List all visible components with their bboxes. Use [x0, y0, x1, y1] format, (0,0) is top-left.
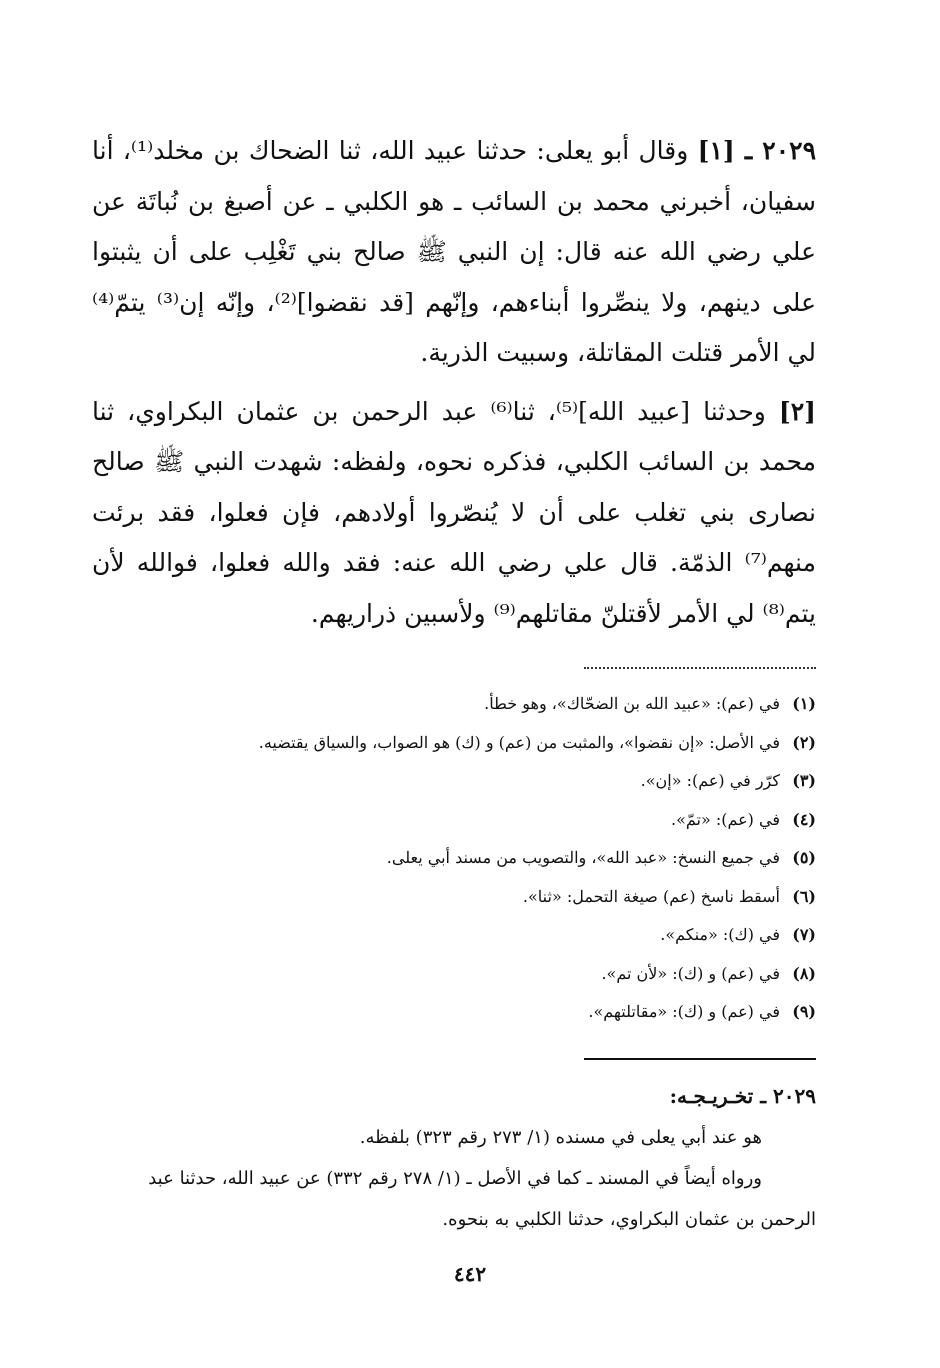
footnote	[92, 839, 816, 878]
footnote-number: (٢)	[792, 732, 816, 752]
footnote-number: (٨)	[792, 963, 816, 983]
footnote-text: كرّر في (عم): «إن».	[640, 771, 780, 790]
takhrij-heading: ٢٠٢٩ ـ تخـريـجـه:	[669, 1083, 816, 1108]
takhrij-paragraph-2: ورواه أيضاً في المسند ـ كما في الأصل ـ (١/ ٢٧٨ رقم ٣٣٢) عن عبيد الله، حدثنا عبد الرحمن بن عثمان البكراوي، حدثنا الكلبي به بنحوه.	[148, 1167, 816, 1230]
footnote-separator	[584, 657, 816, 669]
footnote	[92, 724, 816, 763]
hadith-text-1: وقال أبو يعلى: حدثنا عبيد الله، ثنا الضحاك بن مخلد⁽¹⁾، أنا سفيان، أخبرني محمد بن السائب ـ هو الكلبي ـ عن أصبغ بن نُباتَة عن علي رضي الله عنه قال: إن النبي ﷺ صالح بني تَغْلِب على أن يثبتوا على دينهم، ولا ينصِّروا أبناءهم، وإنّهم [قد نقضوا]⁽²⁾، وإنّه إن⁽³⁾ يتمّ⁽⁴⁾ لي الأمر قتلت المقاتلة، وسبيت الذرية.	[92, 136, 817, 367]
footnote-text: في (ك): «منكم».	[660, 925, 780, 944]
footnote-text: في الأصل: «إن نقضوا»، والمثبت من (عم) و (ك) هو الصواب، والسياق يقتضيه.	[258, 732, 780, 752]
footnote	[92, 916, 816, 955]
footnote-text: في (عم) و (ك): «لأن تم».	[601, 963, 780, 983]
hadith-text-2: وحدثنا [عبيد الله]⁽⁵⁾، ثنا⁽⁶⁾ عبد الرحمن بن عثمان البكراوي، ثنا محمد بن السائب الكلبي، فذكره نحوه، ولفظه: شهدت النبي ﷺ صالح نصارى بني تغلب على أن لا يُنصّروا أولادهم، فإن فعلوا، فقد برئت منهم⁽⁷⁾ الذمّة. قال علي رضي الله عنه: فقد والله فعلوا، فوالله لأن يتم⁽⁸⁾ لي الأمر لأقتلنّ مقاتلهم⁽⁹⁾ ولأسبين ذراريهم.	[92, 396, 816, 628]
footnote-number: (٩)	[792, 1002, 816, 1021]
takhrij-separator	[584, 1058, 816, 1060]
footnote	[92, 762, 816, 801]
footnote-text: في (عم) و (ك): «مقاتلتهم».	[588, 1002, 780, 1021]
takhrij-section	[92, 1076, 816, 1240]
hadith-paragraph-1	[92, 126, 816, 379]
page-number: ٤٤٢	[453, 1262, 487, 1286]
footnote-text: في (عم): «تمّ».	[671, 809, 780, 829]
footnote	[92, 801, 816, 840]
hadith-paragraph-2	[92, 387, 816, 640]
hadith-number: ٢٠٢٩ ـ [١]	[697, 136, 816, 165]
takhrij-paragraph-1: هو عند أبي يعلى في مسنده (١/ ٢٧٣ رقم ٣٢٣) بلفظه.	[359, 1126, 762, 1148]
footnote-text: في جميع النسخ: «عبد الله»، والتصويب من مسند أبي يعلى.	[386, 848, 780, 867]
footnote-number: (٣)	[792, 771, 816, 790]
footnote	[92, 685, 816, 724]
footnote	[92, 955, 816, 994]
footnote-text: في (عم): «عبيد الله بن الضحّاك»، وهو خطأ.	[484, 694, 780, 713]
footnote	[92, 993, 816, 1032]
document-page	[92, 126, 816, 1240]
footnote-text: أسقط ناسخ (عم) صيغة التحمل: «ثنا».	[522, 886, 780, 906]
footnote-number: (٦)	[792, 886, 816, 906]
footnote-number: (٥)	[792, 848, 816, 867]
riwaya-number: [٢]	[778, 396, 816, 426]
footnote-number: (١)	[792, 694, 816, 713]
footnote-number: (٧)	[792, 925, 816, 944]
footnote-number: (٤)	[792, 809, 816, 829]
footnote	[92, 878, 816, 917]
footnotes	[92, 685, 816, 1032]
main-text	[92, 126, 816, 639]
